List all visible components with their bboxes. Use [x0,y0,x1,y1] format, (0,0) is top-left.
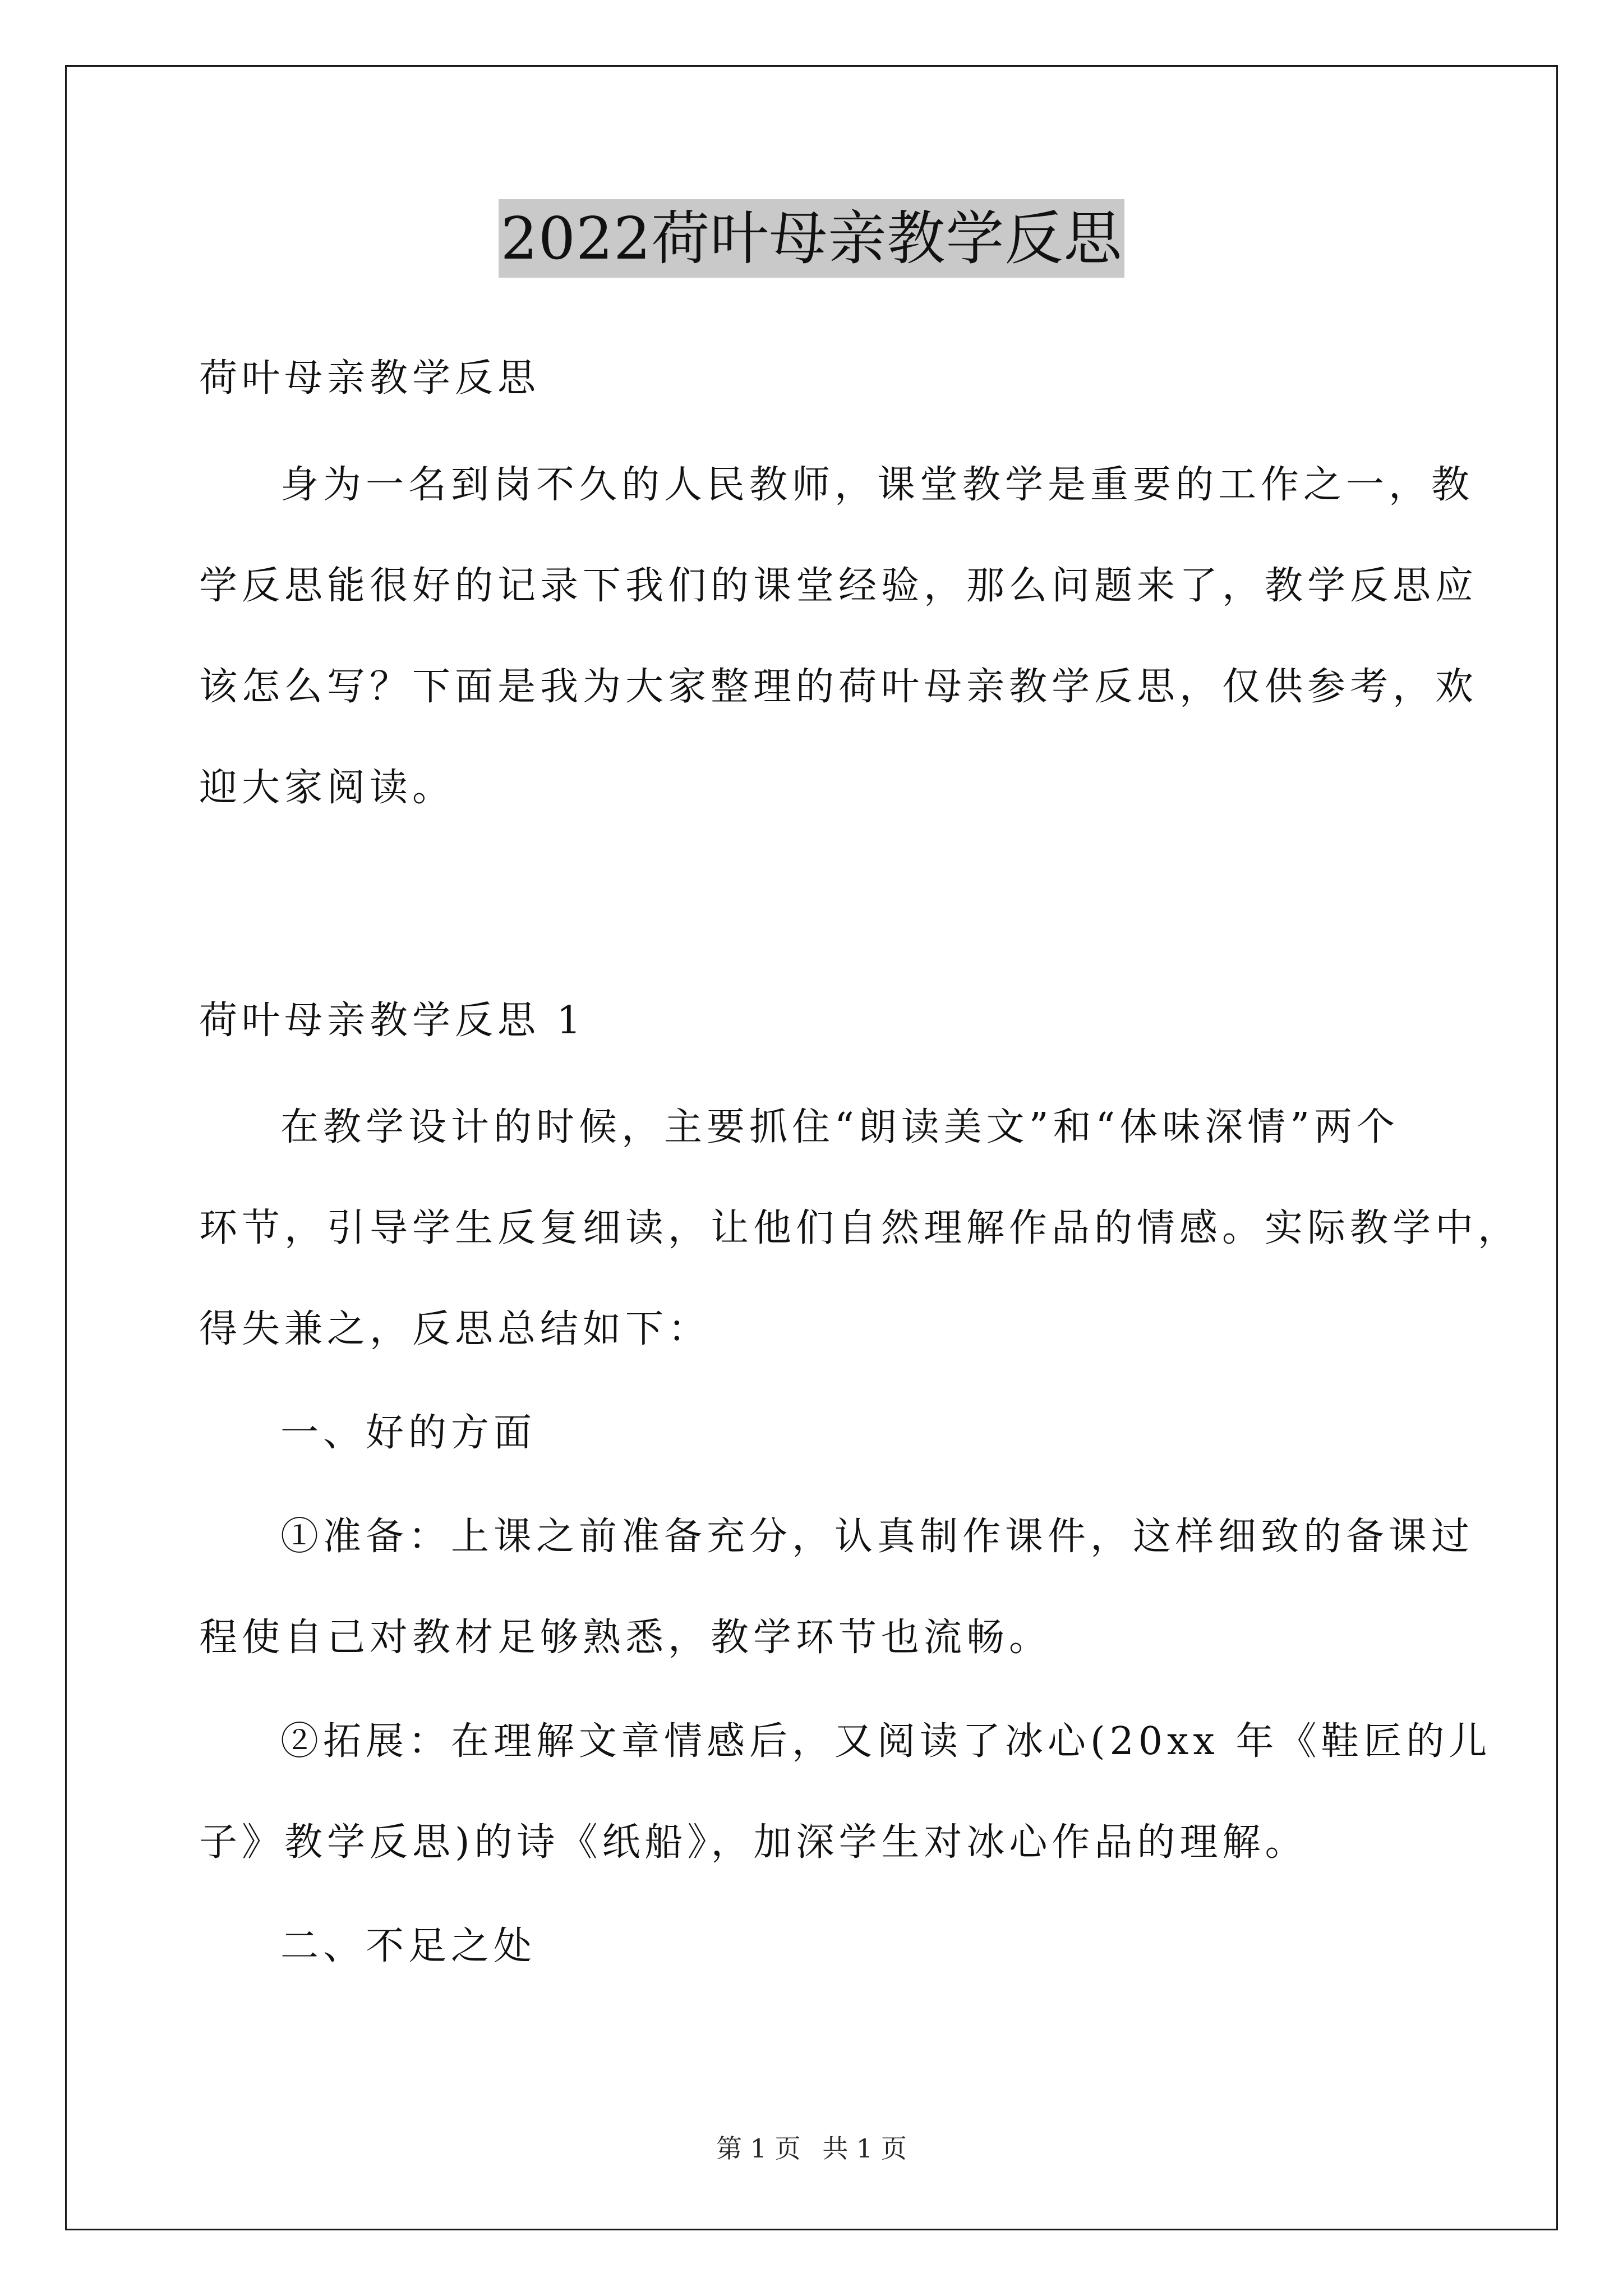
section-title: 荷叶母亲教学反思 1 [199,999,585,1043]
section-line-5: ①准备：上课之前准备充分，认真制作课件，这样细致的备课过 [280,1515,1474,1559]
section-line-6: 程使自己对教材足够熟悉，教学环节也流畅。 [199,1616,1052,1660]
page-total: 共 1 页 [822,2133,907,2164]
section-line-8: 子》教学反思)的诗《纸船》，加深学生对冰心作品的理解。 [199,1820,1308,1865]
intro-line-2: 学反思能很好的记录下我们的课堂经验，那么问题来了，教学反思应 [199,564,1478,608]
page-number: 第 1 页 [716,2133,801,2164]
section-line-1: 在教学设计的时候，主要抓住“朗读美文”和“体味深情”两个 [280,1105,1400,1149]
subtitle: 荷叶母亲教学反思 [199,356,541,401]
intro-line-1: 身为一名到岗不久的人民教师，课堂教学是重要的工作之一，教 [280,463,1474,507]
section-heading-shortcomings: 二、不足之处 [280,1924,537,1968]
section-line-3: 得失兼之，反思总结如下： [199,1307,711,1351]
document-title: 2022荷叶母亲教学反思 [499,199,1125,278]
intro-line-4: 迎大家阅读。 [199,766,455,810]
section-line-2: 环节，引导学生反复细读，让他们自然理解作品的情感。实际教学中， [199,1206,1521,1250]
section-heading-good: 一、好的方面 [280,1411,537,1455]
intro-line-3: 该怎么写？下面是我为大家整理的荷叶母亲教学反思，仅供参考，欢 [199,665,1478,709]
section-line-7: ②拓展：在理解文章情感后，又阅读了冰心(20xx 年《鞋匠的儿 [280,1719,1492,1764]
page-footer [0,2132,1623,2165]
title-container [0,199,1623,278]
